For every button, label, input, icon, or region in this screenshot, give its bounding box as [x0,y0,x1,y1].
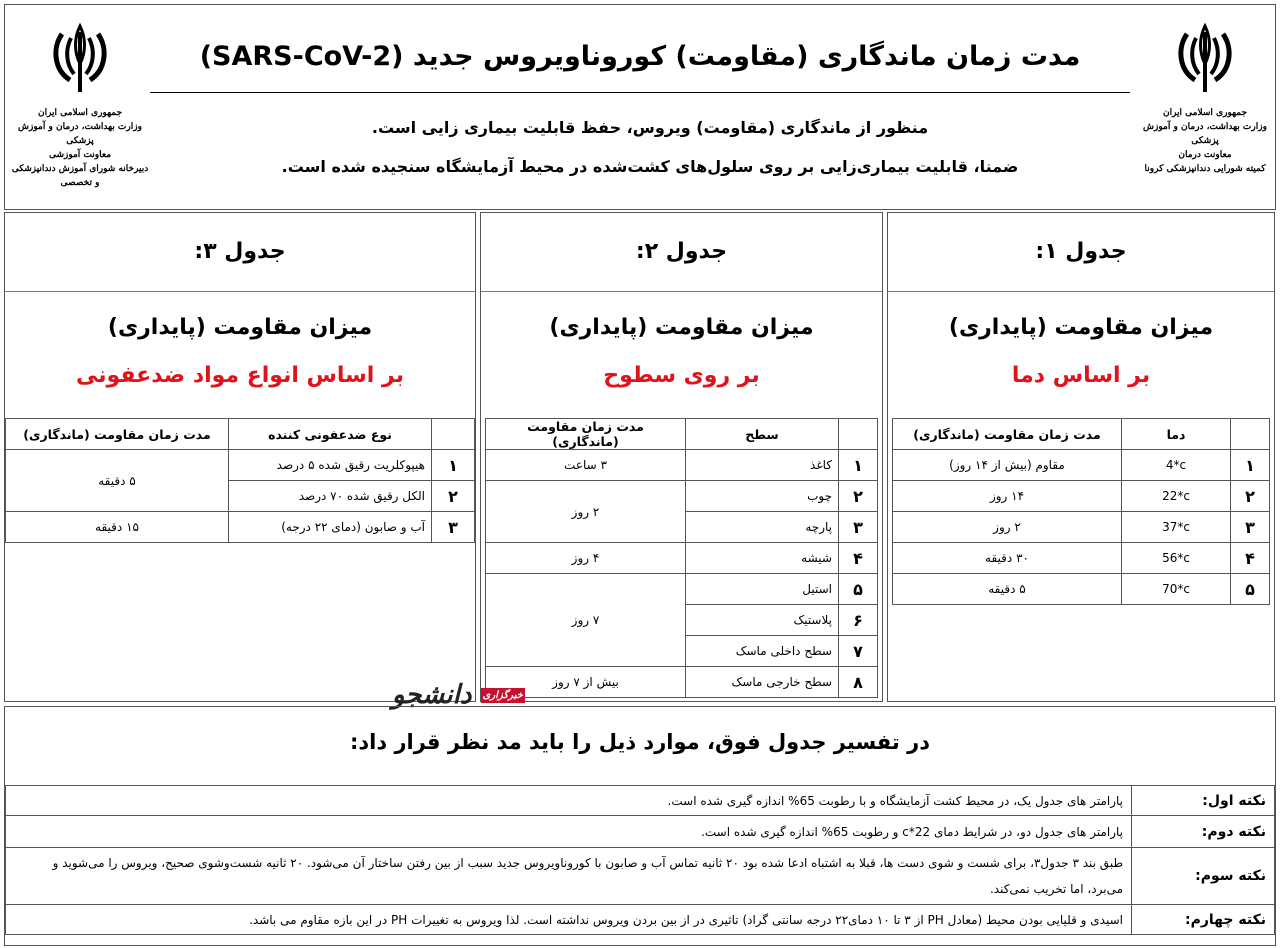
iran-emblem-icon [40,18,120,98]
page-title: مدت زمان ماندگاری (مقاومت) کوروناویروس جدید (SARS-CoV-2) [150,22,1130,93]
row-number: ۳ [839,512,878,543]
table1-col-duration: مدت زمان مقاومت (ماندگاری) [893,419,1122,450]
table3-title: جدول ۳: [5,213,475,292]
row-number: ۲ [1231,481,1270,512]
duration-cell: ۱۵ دقیقه [6,512,229,543]
temperature-cell: 37*c [1122,512,1231,543]
table-header-cell [1231,419,1270,450]
note-row [6,786,1275,816]
right-logo-line-1: جمهوری اسلامی ایران [1162,108,1248,118]
table2-panel [480,212,883,702]
notes-table [5,785,1275,935]
table2-grid [485,418,878,698]
table-row [6,450,475,481]
row-number: ۷ [839,636,878,667]
row-number: ۵ [1231,574,1270,605]
row-number: ۲ [432,481,475,512]
table2-title: جدول ۲: [481,213,882,292]
duration-cell: ۳۰ دقیقه [893,543,1122,574]
table3-col-duration: مدت زمان مقاومت (ماندگاری) [6,419,229,450]
left-logo-caption [10,106,150,190]
table-row [486,450,878,481]
table3-panel [4,212,476,702]
right-logo-line-2: وزارت بهداشت، درمان و آموزش پزشکی [1143,122,1267,146]
table1-panel [887,212,1275,702]
duration-cell: ۱۴ روز [893,481,1122,512]
row-number: ۱ [432,450,475,481]
right-logo-line-4: کمیته شورایی دندانپزشکی کرونا [1144,164,1266,174]
row-number: ۳ [432,512,475,543]
right-logo-block [1140,18,1270,176]
duration-cell: ۵ دقیقه [893,574,1122,605]
table2-col-duration: مدت زمان مقاومت (ماندگاری) [486,419,686,450]
table-row [893,574,1270,605]
intro-line-2: ضمنا، قابلیت بیماری‌زایی بر روی سلول‌های کشت‌شده در محیط آزمایشگاه سنجیده شده است. [281,157,1019,176]
temperature-cell: 56*c [1122,543,1231,574]
duration-cell: مقاوم (بیش از ۱۴ روز) [893,450,1122,481]
note-label: نکته چهارم: [1132,905,1275,935]
table-row [893,481,1270,512]
duration-cell: ۴ روز [486,543,686,574]
table-header-cell [432,419,475,450]
row-number: ۸ [839,667,878,698]
table3-grid [5,418,475,543]
table-header-row [893,419,1270,450]
watermark-badge: خبرگزاری [482,690,523,701]
disinfectant-cell: الکل رقیق شده ۷۰ درصد [229,481,432,512]
surface-cell: پلاستیک [686,605,839,636]
table1-grid [892,418,1270,605]
right-logo-caption [1140,106,1270,176]
table-row [486,574,878,605]
duration-cell: ۷ روز [486,574,686,667]
left-logo-line-4: دبیرخانه شورای آموزش دندانپزشکی و تخصصی [11,164,149,188]
notes-title: در تفسیر جدول فوق، موارد ذیل را باید مد نظر قرار داد: [349,730,930,754]
surface-cell: شیشه [686,543,839,574]
note-label: نکته دوم: [1132,816,1275,848]
table-header-cell [839,419,878,450]
note-text: طبق بند ۳ جدول۳، برای شست و شوی دست ها، قبلا به اشتباه ادعا شده بود ۲۰ ثانیه تماس آب و صابون با کوروناویروس جدید سبب از بین رفتن ساختار آن می‌شود. ۲۰ ثانیه شست‌وشوی صحیح، ویروس را می‌شوید و می‌برد، اما تخریب نمی‌کند. [6,848,1132,905]
table-row [486,667,878,698]
note-text: پارامتر های جدول دو، در شرایط دمای 22*c و رطوبت 65% اندازه گیری شده است. [6,816,1132,848]
table2-heading: میزان مقاومت (پایداری) [549,315,814,340]
table3-col-factor: نوع ضدعفونی کننده [229,419,432,450]
watermark-text: دانشجو [392,680,472,710]
surface-cell: سطح داخلی ماسک [686,636,839,667]
surface-cell: چوب [686,481,839,512]
duration-cell: ۵ دقیقه [6,450,229,512]
table-row [486,543,878,574]
note-row [6,848,1275,905]
table3-subheading: بر اساس انواع مواد ضدعفونی [76,363,404,388]
row-number: ۴ [839,543,878,574]
left-logo-block [10,18,150,190]
table-row [486,481,878,512]
note-label: نکته اول: [1132,786,1275,816]
surface-cell: کاغذ [686,450,839,481]
iran-emblem-icon [1165,18,1245,98]
table1-title: جدول ۱: [888,213,1274,292]
row-number: ۵ [839,574,878,605]
row-number: ۶ [839,605,878,636]
table-row [893,450,1270,481]
duration-cell: ۲ روز [893,512,1122,543]
left-logo-line-2: وزارت بهداشت، درمان و آموزش پزشکی [18,122,142,146]
table-header-row [6,419,475,450]
right-logo-line-3: معاونت درمان [1178,150,1232,160]
surface-cell: استیل [686,574,839,605]
duration-cell: ۳ ساعت [486,450,686,481]
table2-subheading: بر روی سطوح [603,363,760,388]
surface-cell: سطح خارجی ماسک [686,667,839,698]
table-header-row [486,419,878,450]
disinfectant-cell: آب و صابون (دمای ۲۲ درجه) [229,512,432,543]
note-row [6,905,1275,935]
table-row [893,543,1270,574]
row-number: ۳ [1231,512,1270,543]
temperature-cell: 22*c [1122,481,1231,512]
disinfectant-cell: هیپوکلریت رقیق شده ۵ درصد [229,450,432,481]
row-number: ۱ [839,450,878,481]
table-row [6,512,475,543]
table2-col-factor: سطح [686,419,839,450]
table-row [893,512,1270,543]
table3-heading: میزان مقاومت (پایداری) [107,315,373,340]
note-text: پارامتر های جدول یک، در محیط کشت آزمایشگاه و با رطوبت 65% اندازه گیری شده است. [6,786,1132,816]
left-logo-line-1: جمهوری اسلامی ایران [37,108,123,118]
row-number: ۲ [839,481,878,512]
surface-cell: پارچه [686,512,839,543]
left-logo-line-3: معاونت آموزشی [48,150,112,160]
note-label: نکته سوم: [1132,848,1275,905]
table1-col-factor: دما [1122,419,1231,450]
temperature-cell: 4*c [1122,450,1231,481]
row-number: ۱ [1231,450,1270,481]
duration-cell: بیش از ۷ روز [486,667,686,698]
note-text: اسیدی و قلیایی بودن محیط (معادل PH از ۳ تا ۱۰ دمای۲۲ درجه سانتی گراد) تاثیری در از بین بردن ویروس نداشته است. لذا ویروس به تغییرات PH در این بازه مقاوم می باشد. [6,905,1132,935]
table1-subheading: بر اساس دما [1011,363,1151,388]
row-number: ۴ [1231,543,1270,574]
table1-heading: میزان مقاومت (پایداری) [948,315,1214,340]
intro-line-1: منظور از ماندگاری (مقاومت) ویروس، حفظ قابلیت بیماری زایی است. [371,118,929,137]
duration-cell: ۲ روز [486,481,686,543]
temperature-cell: 70*c [1122,574,1231,605]
note-row [6,816,1275,848]
